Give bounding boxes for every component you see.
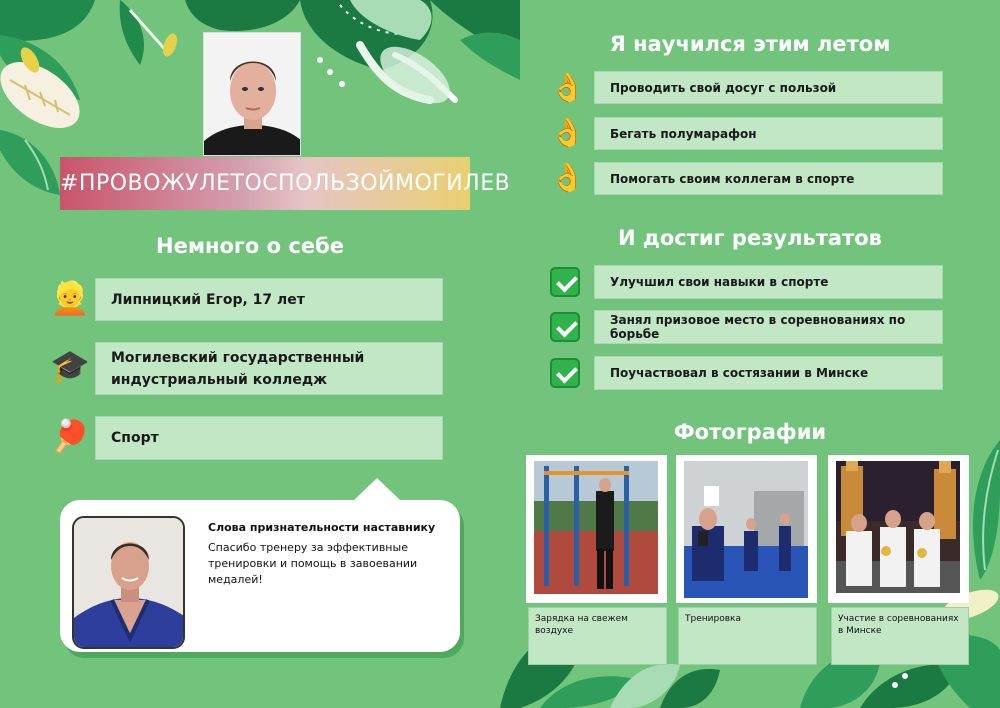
checkmark-icon — [550, 312, 580, 342]
about-college-line2: индустриальный колледж — [111, 371, 328, 388]
student-portrait — [203, 32, 301, 156]
photo-training — [684, 461, 808, 598]
learned-heading: Я научился этим летом — [609, 32, 891, 56]
speech-bubble-tail — [352, 478, 402, 502]
learned-item-2-text: Бегать полумарафон — [610, 126, 757, 141]
photo-caption-3: Участие в соревнованиях в Минске — [831, 607, 969, 665]
about-card-college — [95, 342, 443, 395]
learned-item-3-text: Помогать своим коллегам в спорте — [610, 171, 855, 186]
results-item-3 — [594, 356, 943, 390]
learned-item-2 — [594, 117, 943, 150]
results-item-1-text: Улучшил свои навыки в спорте — [610, 275, 829, 289]
about-college-text — [111, 347, 364, 391]
graduation-cap-icon: 🎓 — [50, 347, 90, 385]
person-icon: 👱 — [50, 279, 90, 317]
mentor-text: Спасибо тренеру за эффективные тренировки и помощь в завоевании медалей! — [208, 541, 418, 586]
learned-item-1 — [594, 71, 943, 104]
ping-pong-icon: 🏓 — [50, 417, 90, 455]
results-item-1 — [594, 265, 943, 299]
ok-hand-icon: 👌 — [550, 116, 585, 149]
about-college-line1: Могилевский государственный — [111, 349, 365, 366]
photo-caption-2: Тренировка — [678, 607, 817, 665]
results-item-2 — [594, 310, 943, 344]
checkmark-icon — [550, 358, 580, 388]
ok-hand-icon: 👌 — [550, 71, 585, 104]
photo-workout-outdoor — [534, 461, 658, 594]
results-item-2-text: Занял призовое место в соревнованиях по борьбе — [610, 313, 906, 341]
results-heading: И достиг результатов — [618, 226, 882, 250]
learned-item-3 — [594, 162, 943, 195]
about-card-name — [95, 278, 443, 321]
about-name-text: Липницкий Егор, 17 лет — [111, 291, 305, 308]
photo-competition-minsk — [836, 461, 960, 593]
hashtag-banner: #ПРОВОЖУЛЕТОСПОЛЬЗОЙМОГИЛЕВ — [60, 157, 470, 210]
mentor-photo — [72, 516, 185, 649]
checkmark-icon — [550, 267, 580, 297]
results-item-3-text: Поучаствовал в состязании в Минске — [610, 366, 869, 380]
mentor-title: Слова признательности наставнику — [208, 521, 436, 534]
learned-item-1-text: Проводить свой досуг с пользой — [610, 80, 837, 95]
photo-caption-1: Зарядка на свежем воздухе — [528, 607, 667, 665]
photos-heading: Фотографии — [673, 420, 827, 444]
about-sport-text: Спорт — [111, 430, 159, 446]
about-heading: Немного о себе — [156, 234, 344, 258]
about-card-sport — [95, 416, 443, 460]
ok-hand-icon: 👌 — [550, 161, 585, 194]
